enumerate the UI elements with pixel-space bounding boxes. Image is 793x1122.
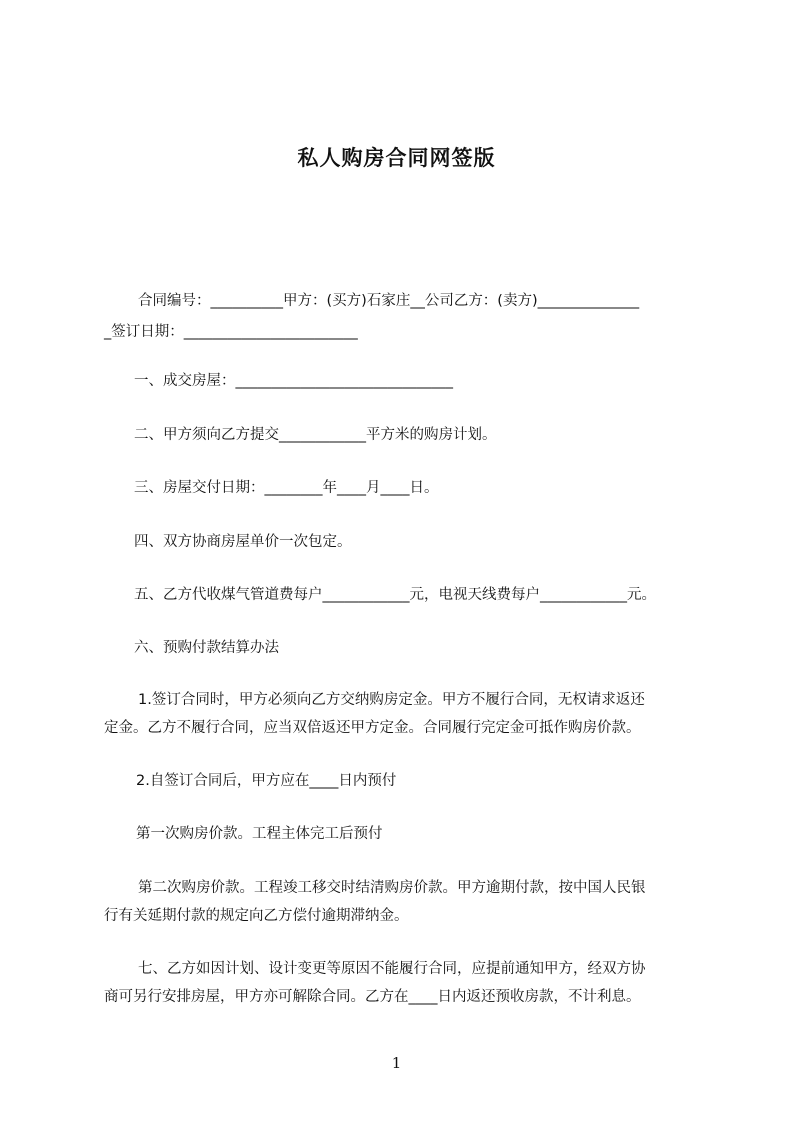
second-payment-line-1: 第二次购房价款。工程竣工移交时结清购房价款。甲方逾期付款，按中国人民银	[138, 880, 646, 896]
subclause-1-paragraph	[104, 686, 704, 742]
contract-header-line-2: _签订日期：________________________	[104, 324, 358, 340]
contract-header-line-1: 合同编号：__________甲方：(买方)石家庄__公司乙方：(卖方)______________	[138, 293, 640, 309]
contract-header-paragraph	[104, 287, 704, 346]
clause-7-line-1: 七、乙方如因计划、设计变更等原因不能履行合同，应提前通知甲方，经双方协	[138, 961, 646, 977]
page-number: 1	[391, 1054, 402, 1072]
clause-5-paragraph: 五、乙方代收煤气管道费每户____________元，电视天线费每户____________元。	[134, 587, 656, 603]
clause-1-paragraph: 一、成交房屋：______________________________	[134, 373, 453, 389]
clause-7-paragraph	[104, 955, 704, 1011]
clause-2-paragraph: 二、甲方须向乙方提交____________平方米的购房计划。	[134, 427, 497, 443]
clause-3-paragraph: 三、房屋交付日期：________年____月____日。	[134, 480, 439, 496]
subclause-2-paragraph: 2.自签订合同后，甲方应在____日内预付	[136, 773, 397, 789]
clause-4-paragraph: 四、双方协商房屋单价一次包定。	[134, 534, 352, 550]
document-title: 私人购房合同网签版	[297, 146, 496, 170]
clause-6-heading: 六、预购付款结算办法	[134, 640, 279, 656]
second-payment-line-2: 行有关延期付款的规定向乙方偿付逾期滞纳金。	[104, 908, 409, 924]
first-payment-paragraph: 第一次购房价款。工程主体完工后预付	[136, 826, 383, 842]
second-payment-paragraph	[104, 874, 704, 930]
subclause-1-line-1: 1.签订合同时，甲方必须向乙方交纳购房定金。甲方不履行合同，无权请求返还	[138, 692, 645, 708]
clause-7-line-2: 商可另行安排房屋，甲方亦可解除合同。乙方在____日内返还预收房款，不计利息。	[104, 989, 641, 1005]
subclause-1-line-2: 定金。乙方不履行合同，应当双倍返还甲方定金。合同履行完定金可抵作购房价款。	[104, 720, 641, 736]
